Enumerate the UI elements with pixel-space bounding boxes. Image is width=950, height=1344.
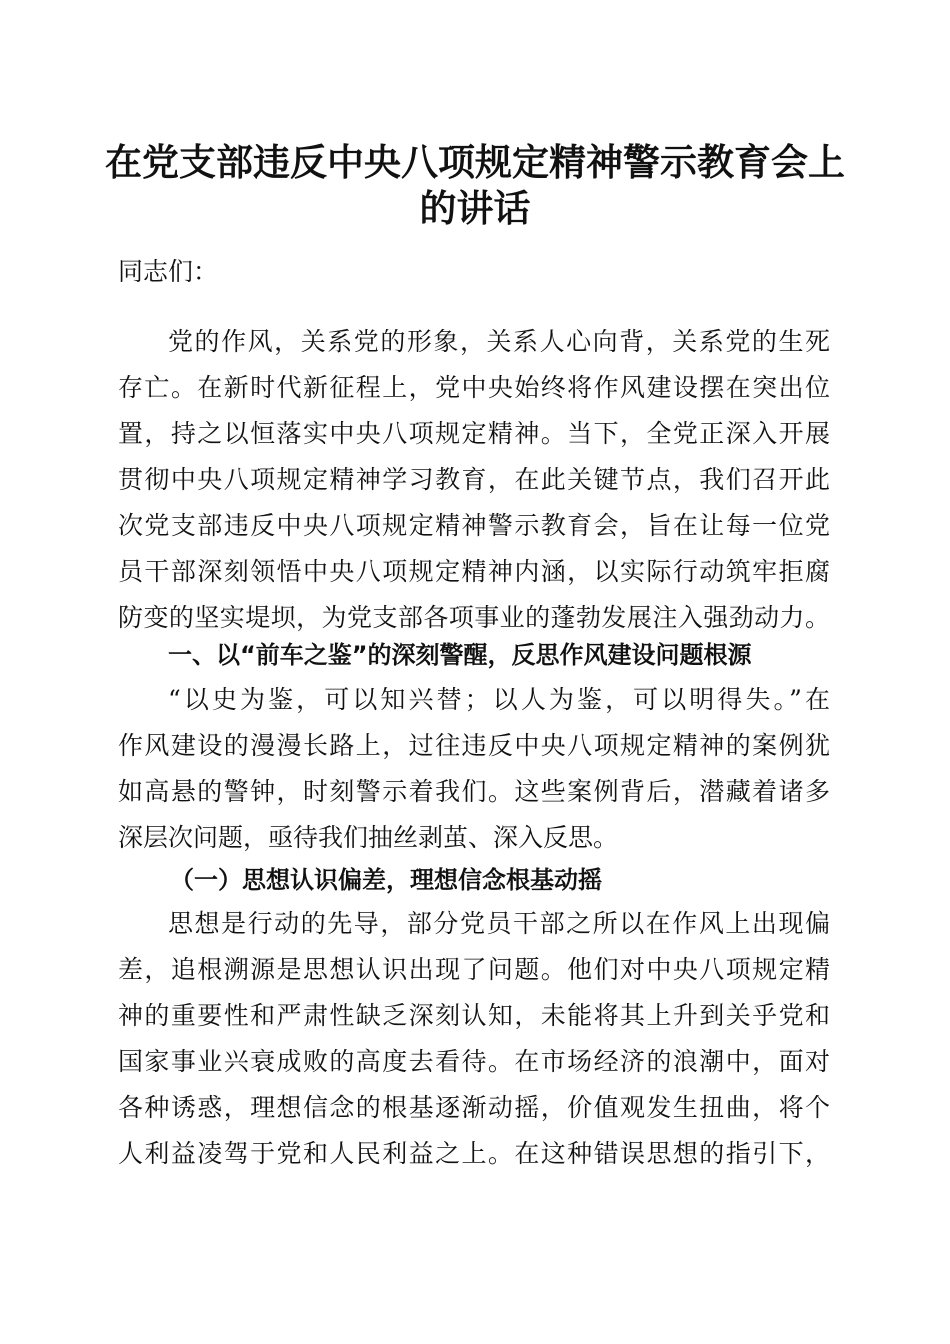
paragraph-2-line: 如高悬的警钟，时刻警示着我们。这些案例背后，潜藏着诸多: [118, 777, 830, 806]
paragraph-3-line: 人利益凌驾于党和人民利益之上。在这种错误思想的指引下，: [118, 1139, 830, 1168]
paragraph-3-line: 各种诱惑，理想信念的根基逐渐动摇，价值观发生扭曲，将个: [118, 1093, 830, 1122]
paragraph-2-line: “以史为鉴，可以知兴替；以人为鉴，可以明得失。”在: [168, 685, 830, 714]
paragraph-1-line: 贯彻中央八项规定精神学习教育，在此关键节点，我们召开此: [118, 465, 830, 494]
subsection-heading-1: （一）思想认识偏差，理想信念根基动摇: [170, 865, 602, 894]
document-title-line-1: 在党支部违反中央八项规定精神警示教育会上: [105, 140, 845, 184]
paragraph-3-line: 神的重要性和严肃性缺乏深刻认知，未能将其上升到关乎党和: [118, 1001, 830, 1030]
paragraph-1-line: 置，持之以恒落实中央八项规定精神。当下，全党正深入开展: [118, 419, 830, 448]
paragraph-1-line: 员干部深刻领悟中央八项规定精神内涵，以实际行动筑牢拒腐: [118, 557, 830, 586]
paragraph-3-line: 思想是行动的先导，部分党员干部之所以在作风上出现偏: [168, 909, 830, 938]
paragraph-3-line: 差，追根溯源是思想认识出现了问题。他们对中央八项规定精: [118, 955, 830, 984]
document-title-line-2: 的讲话: [419, 186, 531, 230]
salutation: 同志们：: [118, 257, 219, 286]
section-heading-1: 一、以“前车之鉴”的深刻警醒，反思作风建设问题根源: [168, 641, 752, 669]
paragraph-1-line: 防变的坚实堤坝，为党支部各项事业的蓬勃发展注入强劲动力。: [118, 603, 830, 632]
paragraph-1-line: 党的作风，关系党的形象，关系人心向背，关系党的生死: [168, 327, 830, 356]
paragraph-2-line: 作风建设的漫漫长路上，过往违反中央八项规定精神的案例犹: [118, 731, 830, 760]
paragraph-2-line: 深层次问题，亟待我们抽丝剥茧、深入反思。: [118, 823, 619, 852]
paragraph-1-line: 存亡。在新时代新征程上，党中央始终将作风建设摆在突出位: [118, 373, 830, 402]
paragraph-1-line: 次党支部违反中央八项规定精神警示教育会，旨在让每一位党: [118, 511, 830, 540]
paragraph-3-line: 国家事业兴衰成败的高度去看待。在市场经济的浪潮中，面对: [118, 1047, 830, 1076]
